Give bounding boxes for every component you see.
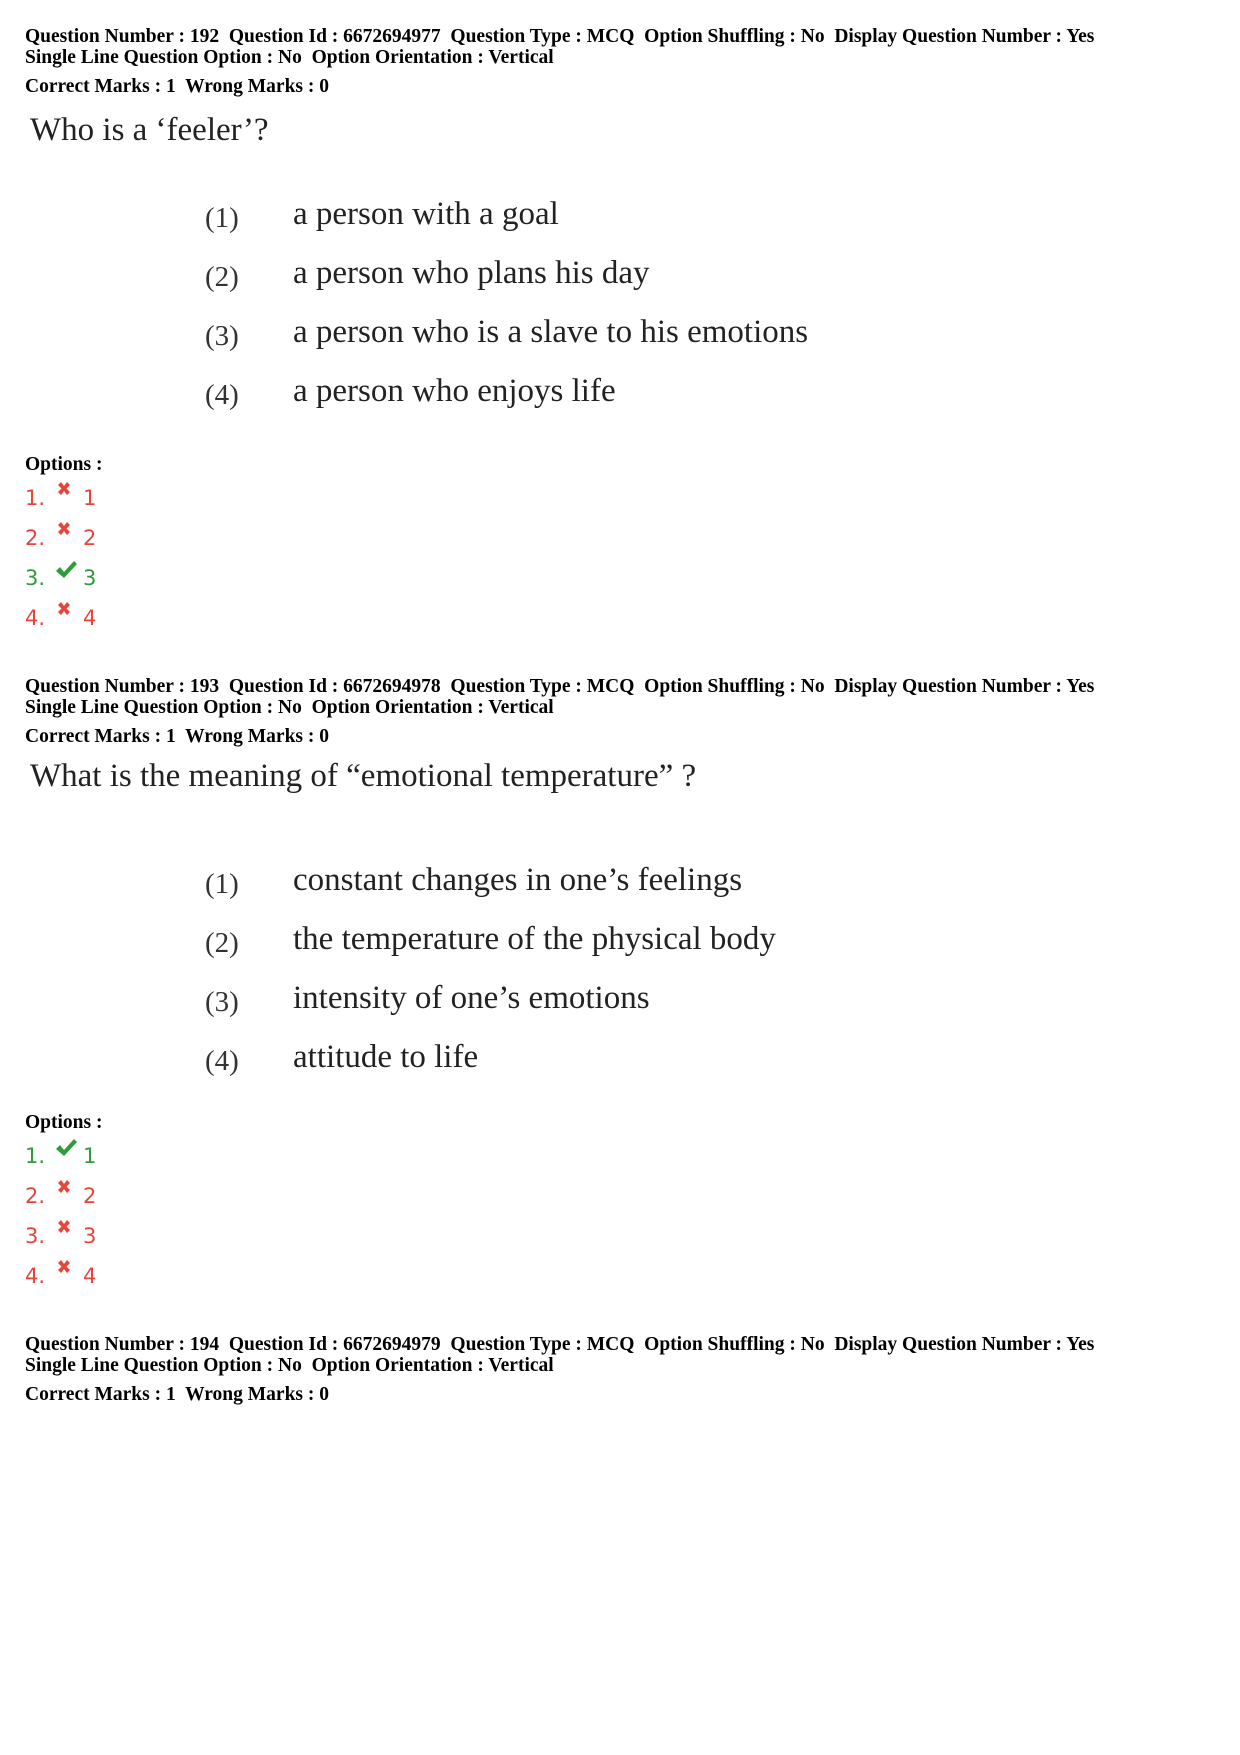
answer-option-number: 2.: [25, 1184, 46, 1208]
options-label: Options :: [25, 454, 103, 475]
stem-option-text: a person who enjoys life: [293, 373, 616, 409]
answer-option-number: 1.: [25, 486, 46, 510]
answer-option: [25, 483, 96, 513]
answer-option-value: 4: [83, 1264, 97, 1288]
answer-option-correct: [25, 563, 96, 593]
stem-option-number: (3): [205, 986, 239, 1018]
stem-option-number: (1): [205, 868, 239, 900]
question-marks-line: Correct Marks : 1 Wrong Marks : 0: [25, 1384, 330, 1405]
answer-option-number: 1.: [25, 1144, 46, 1168]
answer-option: [25, 1221, 96, 1251]
answer-option-value: 2: [83, 1184, 97, 1208]
stem-option-text: a person with a goal: [293, 196, 559, 232]
stem-option-text: a person who is a slave to his emotions: [293, 314, 809, 350]
question-meta-line: Single Line Question Option : No Option Orientation : Vertical: [25, 47, 554, 68]
cross-icon: [53, 485, 81, 511]
check-icon: [53, 1143, 81, 1169]
answer-option: [25, 1261, 96, 1291]
stem-option-text: constant changes in one’s feelings: [293, 862, 743, 898]
cross-icon: [53, 605, 81, 631]
question-text: Who is a ‘feeler’?: [30, 112, 269, 148]
answer-option-value: 2: [83, 526, 97, 550]
answer-option-number: 4.: [25, 1264, 46, 1288]
question-marks-line: Correct Marks : 1 Wrong Marks : 0: [25, 76, 330, 97]
question-meta-line: Single Line Question Option : No Option Orientation : Vertical: [25, 1355, 554, 1376]
options-label: Options :: [25, 1112, 103, 1133]
stem-option-number: (2): [205, 261, 239, 293]
stem-option-number: (1): [205, 202, 239, 234]
question-meta-line: Question Number : 192 Question Id : 6672694977 Question Type : MCQ Option Shuffling : No Display Question Number : Yes: [25, 26, 1095, 47]
answer-option-number: 3.: [25, 1224, 46, 1248]
cross-icon: [53, 1183, 81, 1209]
answer-option: [25, 1181, 96, 1211]
answer-option-value: 1: [83, 1144, 97, 1168]
question-text: What is the meaning of “emotional temperature” ?: [30, 758, 697, 794]
stem-option-text: intensity of one’s emotions: [293, 980, 650, 1016]
answer-option-number: 3.: [25, 566, 46, 590]
cross-icon: [53, 1263, 81, 1289]
question-meta-line: Question Number : 193 Question Id : 6672694978 Question Type : MCQ Option Shuffling : No Display Question Number : Yes: [25, 676, 1095, 697]
answer-option-value: 4: [83, 606, 97, 630]
stem-option-number: (4): [205, 1045, 239, 1077]
answer-option: [25, 523, 96, 553]
answer-option-number: 4.: [25, 606, 46, 630]
cross-icon: [53, 1223, 81, 1249]
stem-option-text: attitude to life: [293, 1039, 479, 1075]
check-icon: [53, 565, 81, 591]
stem-option-text: the temperature of the physical body: [293, 921, 776, 957]
question-meta-line: Question Number : 194 Question Id : 6672694979 Question Type : MCQ Option Shuffling : No Display Question Number : Yes: [25, 1334, 1095, 1355]
stem-option-number: (3): [205, 320, 239, 352]
question-meta-line: Single Line Question Option : No Option Orientation : Vertical: [25, 697, 554, 718]
answer-option-value: 3: [83, 566, 97, 590]
answer-option-number: 2.: [25, 526, 46, 550]
stem-option-number: (4): [205, 379, 239, 411]
cross-icon: [53, 525, 81, 551]
answer-option-correct: [25, 1141, 96, 1171]
stem-option-number: (2): [205, 927, 239, 959]
stem-option-text: a person who plans his day: [293, 255, 650, 291]
answer-option-value: 3: [83, 1224, 97, 1248]
question-marks-line: Correct Marks : 1 Wrong Marks : 0: [25, 726, 330, 747]
answer-option: [25, 603, 96, 633]
answer-option-value: 1: [83, 486, 97, 510]
